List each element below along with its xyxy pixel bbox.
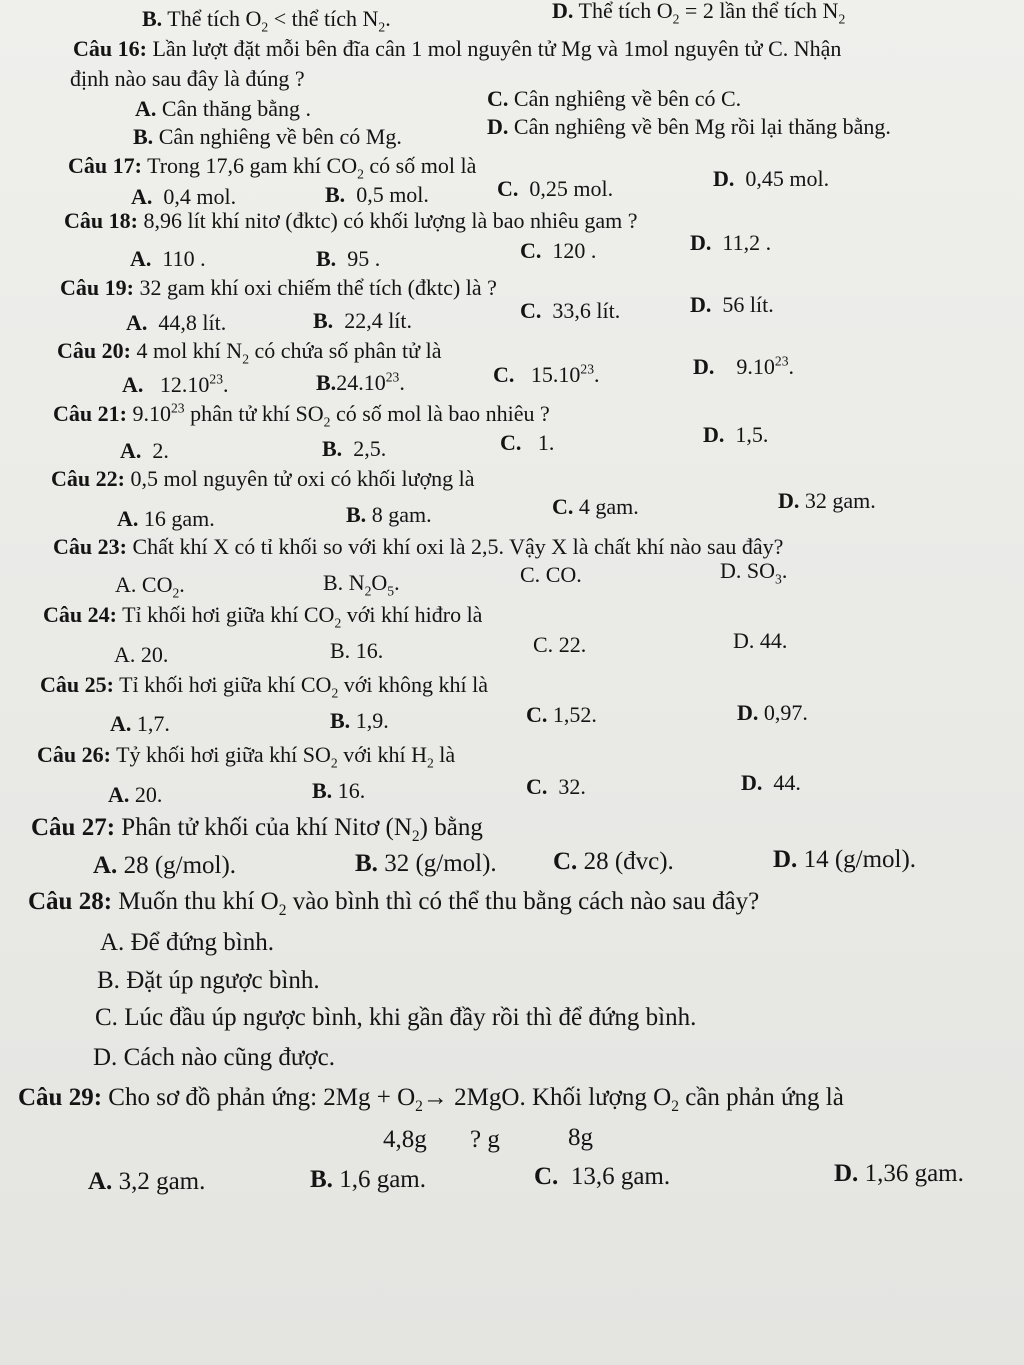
q17-option-a[interactable]: A. 0,4 mol. (131, 184, 237, 209)
q29-mass-o2: ? g (470, 1126, 500, 1153)
q18-option-a[interactable]: A. 110 . (130, 246, 206, 271)
q29-option-a[interactable]: A. 3,2 gam. (88, 1168, 206, 1195)
q29-option-c[interactable]: C. 13,6 gam. (534, 1163, 671, 1190)
q27-option-b[interactable]: B. 32 (g/mol). (355, 850, 497, 877)
q19-option-d[interactable]: D. 56 lít. (690, 292, 774, 317)
q21-option-d[interactable]: D. 1,5. (703, 422, 769, 447)
blank-page-area (0, 1215, 1024, 1365)
q20-option-b[interactable]: B.24.10$^{23}$. (316, 369, 405, 395)
q21-option-a[interactable]: A. 2. (120, 438, 169, 463)
q20-option-a[interactable]: A. 12.10$^{23}$. (122, 371, 229, 397)
q18-option-b[interactable]: B. 95 . (316, 246, 381, 271)
q29-option-b[interactable]: B. 1,6 gam. (310, 1166, 426, 1193)
q22-option-d[interactable]: D. 32 gam. (778, 488, 876, 513)
q17-option-c[interactable]: C. 0,25 mol. (497, 176, 614, 201)
q19-option-a[interactable]: A. 44,8 lít. (126, 310, 227, 335)
q16-option-d[interactable]: D. Cân nghiêng về bên Mg rồi lại thăng bằng. (487, 114, 891, 139)
q16-option-c[interactable]: C. Cân nghiêng về bên có C. (487, 86, 742, 111)
question-18: Câu 18: 8,96 lít khí nitơ (đktc) có khối lượng là bao nhiêu gam ? (64, 208, 638, 233)
q28-option-b[interactable]: B. Đặt úp ngược bình. (97, 967, 320, 994)
q16-option-b[interactable]: B. Cân nghiêng về bên có Mg. (133, 124, 402, 149)
question-16: Câu 16: Lần lượt đặt mỗi bên đĩa cân 1 mol nguyên tử Mg và 1mol nguyên tử C. Nhận (73, 36, 842, 61)
q22-option-a[interactable]: A. 16 gam. (117, 506, 215, 531)
reaction-arrow-icon: → (422, 1084, 448, 1111)
question-26: Câu 26: Tỷ khối hơi giữa khí $SO_2$ với khí $H_2$ là (37, 742, 456, 771)
question-16-cont: định nào sau đây là đúng ? (70, 66, 305, 91)
question-27: Câu 27: Phân tử khối của khí Nitơ $(N_2)$ bằng (31, 814, 483, 845)
q28-option-c[interactable]: C. Lúc đầu úp ngược bình, khi gần đầy rồi thì để đứng bình. (95, 1004, 697, 1031)
q24-option-b[interactable]: B. 16. (330, 638, 384, 663)
q20-option-d[interactable]: D. 9.10$^{23}$. (693, 353, 795, 379)
q23-option-b[interactable]: B. $N_2O_5$. (323, 570, 400, 599)
q28-option-d[interactable]: D. Cách nào cũng được. (93, 1044, 335, 1071)
q29-mass-mgo: 8g (568, 1124, 593, 1151)
question-25: Câu 25: Tỉ khối hơi giữa khí $CO_2$ với không khí là (40, 672, 489, 701)
question-28: Câu 28: Muốn thu khí $O_2$ vào bình thì có thể thu bằng cách nào sau đây? (28, 888, 760, 919)
q24-option-c[interactable]: C. 22. (533, 632, 587, 657)
q28-option-a[interactable]: A. Để đứng bình. (100, 929, 274, 956)
question-24: Câu 24: Tỉ khối hơi giữa khí $CO_2$ với khí hiđro là (43, 602, 483, 631)
question-19: Câu 19: 32 gam khí oxi chiếm thể tích (đktc) là ? (60, 275, 497, 300)
q23-option-d[interactable]: D. $SO_3$. (720, 558, 788, 587)
q24-option-d[interactable]: D. 44. (733, 628, 788, 653)
question-29: Câu 29: Cho sơ đồ phản ứng: $2Mg + O_2\to 2MgO$. Khối lượng $O_2$ cần phản ứng là (18, 1084, 844, 1115)
q23-option-c[interactable]: C. CO. (520, 562, 582, 587)
top-option-b: B. Thể tích $O_2$ < thể tích $N_2$. (142, 6, 391, 35)
q19-option-c[interactable]: C. 33,6 lít. (520, 298, 621, 323)
q17-option-d[interactable]: D. 0,45 mol. (713, 166, 830, 191)
q23-option-a[interactable]: A. $CO_2$. (115, 572, 185, 601)
q21-option-b[interactable]: B. 2,5. (322, 436, 387, 461)
q25-option-a[interactable]: A. 1,7. (110, 711, 170, 736)
question-21: Câu 21: 9.10$^{23}$ phân tử khí $SO_2$ có số mol là bao nhiêu ? (53, 400, 550, 430)
q24-option-a[interactable]: A. 20. (114, 642, 169, 667)
q16-option-a[interactable]: A. Cân thăng bằng . (135, 96, 311, 121)
q25-option-d[interactable]: D. 0,97. (737, 700, 808, 725)
q25-option-c[interactable]: C. 1,52. (526, 702, 597, 727)
q26-option-d[interactable]: D. 44. (741, 770, 801, 795)
q26-option-a[interactable]: A. 20. (108, 782, 163, 807)
q18-option-c[interactable]: C. 120 . (520, 238, 597, 263)
question-23: Câu 23: Chất khí X có tỉ khối so với khí oxi là 2,5. Vậy X là chất khí nào sau đây? (53, 534, 784, 559)
q20-option-c[interactable]: C. 15.10$^{23}$. (493, 361, 600, 387)
top-option-d: D. Thể tích $O_2 = 2$ lần thể tích $N_2$ (552, 0, 846, 27)
q17-option-b[interactable]: B. 0,5 mol. (325, 182, 429, 207)
q27-option-a[interactable]: A. 28 (g/mol). (93, 852, 237, 879)
q22-option-b[interactable]: B. 8 gam. (346, 502, 432, 527)
q26-option-b[interactable]: B. 16. (312, 778, 366, 803)
q19-option-b[interactable]: B. 22,4 lít. (313, 308, 413, 333)
question-22: Câu 22: 0,5 mol nguyên tử oxi có khối lượng là (51, 466, 475, 491)
q29-option-d[interactable]: D. 1,36 gam. (834, 1160, 964, 1187)
question-17: Câu 17: Trong 17,6 gam khí $CO_2$ có số mol là (68, 153, 477, 182)
question-20: Câu 20: 4 mol khí $N_2$ có chứa số phân tử là (57, 338, 442, 367)
q18-option-d[interactable]: D. 11,2 . (690, 230, 772, 255)
q25-option-b[interactable]: B. 1,9. (330, 708, 389, 733)
q27-option-c[interactable]: C. 28 (đvc). (553, 848, 674, 875)
q29-mass-mg: 4,8g (383, 1126, 427, 1153)
q27-option-d[interactable]: D. 14 (g/mol). (773, 846, 917, 873)
q26-option-c[interactable]: C. 32. (526, 774, 586, 799)
q22-option-c[interactable]: C. 4 gam. (552, 494, 639, 519)
q21-option-c[interactable]: C. 1. (500, 430, 555, 455)
